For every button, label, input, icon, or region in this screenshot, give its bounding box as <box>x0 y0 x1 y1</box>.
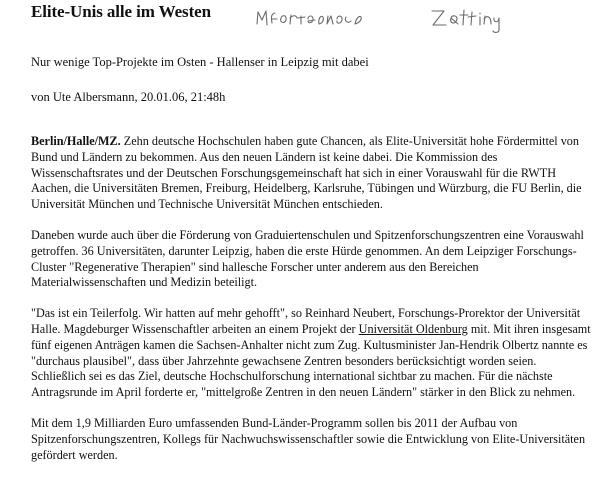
paragraph-4: Mit dem 1,9 Milliarden Euro umfassenden Bund-Länder-Programm sollen bis 2011 der Aufbau von Spitzenforschungszentren, Kollegs für Nachwuchswissenschaftler sowie die Entwicklung von Elite-Universitäten gefördert werden. <box>31 415 586 462</box>
paragraph-3-text-start: "Das ist ein Teilerfolg. Wir hatten auf mehr gehofft", so Reinhard Neubert, Forschungs-Prorektor der Universität Halle. Magdeburger Wissenschaftler arbeiten an einem Projekt der <box>31 306 581 336</box>
paragraph-1 <box>31 134 591 213</box>
universitaet-oldenburg-link[interactable]: Universität Oldenburg <box>358 321 468 336</box>
subtitle: Nur wenige Top-Projekte im Osten - Hallenser in Leipzig mit dabei <box>31 55 369 69</box>
paragraph-3 <box>31 306 591 401</box>
paragraph-3-text-end: mit. Mit ihren insgesamt fünf eigenen Anträgen kamen die Sachsen-Anhalter nicht zum Zug. Kultusminister Jan-Hendrik Olbertz nannte es "durchaus plausibel", dass über Jahrzehnte gewachsene Zentren besonders berücksichtigt worden seien. Schließlich sei es das Ziel, deutsche Hochschulforschung international sichtbar zu machen. Für die nächste Antragsrunde im April forderte er, "mittelgroße Zentren in den neuen Ländern" stärker in den Blick zu nehmen. <box>31 321 591 400</box>
dateline: Berlin/Halle/MZ. <box>31 134 121 148</box>
paragraph-2: Daneben wurde auch über die Förderung von Graduiertenschulen und Spitzenforschungszentren eine Vorauswahl getroffen. 36 Universitäten, darunter Leipzig, haben die erste Hürde genommen. An dem Leipziger Forschungs-Cluster "Regenerative Therapien" sind hallesche Forscher unter anderem aus den Bereichen Materialwissenschaften und Medizin beteiligt. <box>31 227 584 290</box>
article-body <box>31 134 591 478</box>
handwritten-note <box>253 4 503 34</box>
headline: Elite-Unis alle im Westen <box>31 2 211 21</box>
paragraph-1-text: Zehn deutsche Hochschulen haben gute Chancen, als Elite-Universität hohe Fördermittel von Bund und Ländern zu bekommen. Aus den neuen Ländern ist keine dabei. Die Kommission des Wissenschaftsrates und der Deutschen Forschungsgemeinschaft hat sich in einer Vorauswahl für die RWTH Aachen, die Universitäten Bremen, Freiburg, Heidelberg, Karlsruhe, Tübingen und Würzburg, die FU Berlin, die Universität München und Technische Universität München entschieden. <box>31 134 582 212</box>
byline: von Ute Albersmann, 20.01.06, 21:48h <box>31 90 226 104</box>
